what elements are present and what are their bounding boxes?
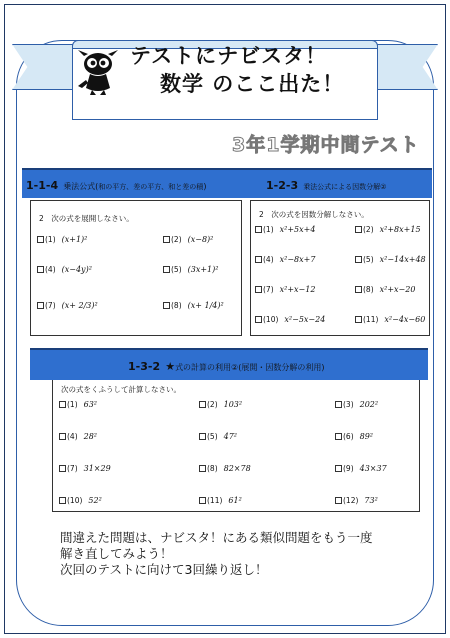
- problem-label: (10): [263, 315, 279, 324]
- section1-instruction: 2 次の式を展開しなさい。: [39, 214, 134, 223]
- checkbox[interactable]: [199, 497, 206, 504]
- problem-label: (5): [171, 265, 182, 274]
- checkbox[interactable]: [355, 286, 362, 293]
- problem-label: (8): [171, 301, 182, 310]
- section3-number: 1-3-2: [128, 360, 161, 373]
- problem-item: [335, 496, 378, 505]
- section3-instruction: 次の式をくふうして計算しなさい。: [61, 385, 181, 394]
- checkbox[interactable]: [255, 256, 262, 263]
- section1-number: 1-1-4: [26, 179, 59, 192]
- problem-label: (2): [171, 235, 182, 244]
- checkbox[interactable]: [335, 433, 342, 440]
- problem-expression: 63²: [83, 400, 98, 409]
- section2-box: [250, 200, 430, 336]
- problem-label: (2): [363, 225, 374, 234]
- problem-expression: 61²: [228, 496, 242, 505]
- footer-line1: 間違えた問題は、ナビスタ！にある類似問題をもう一度: [60, 530, 373, 545]
- problem-expression: (x+1)²: [61, 235, 88, 244]
- problem-item: [335, 464, 387, 473]
- section1-box: [30, 200, 242, 336]
- problem-label: (7): [67, 464, 78, 473]
- problem-item: [355, 285, 415, 294]
- problem-expression: (x+ 2/3)²: [61, 301, 98, 310]
- problem-expression: 202²: [359, 400, 379, 409]
- problem-expression: x²+x−20: [379, 285, 416, 294]
- problem-label: (1): [263, 225, 274, 234]
- problem-label: (3): [343, 400, 354, 409]
- checkbox[interactable]: [199, 465, 206, 472]
- problem-expression: (x−4y)²: [61, 265, 92, 274]
- checkbox[interactable]: [199, 401, 206, 408]
- checkbox[interactable]: [355, 226, 362, 233]
- problem-expression: 47²: [223, 432, 238, 441]
- problem-item: [199, 400, 242, 409]
- banner-title-line2: 数学 のここ出た！: [160, 72, 345, 96]
- checkbox[interactable]: [255, 286, 262, 293]
- problem-label: (12): [343, 496, 359, 505]
- checkbox[interactable]: [163, 236, 170, 243]
- section3-header: [30, 348, 428, 380]
- checkbox[interactable]: [59, 433, 66, 440]
- problem-expression: (x−8)²: [187, 235, 214, 244]
- footer-line2: 解き直してみよう！: [60, 546, 173, 561]
- problem-label: (7): [45, 301, 56, 310]
- problem-label: (11): [207, 496, 223, 505]
- problem-expression: 89²: [359, 432, 374, 441]
- section2-subtitle: 乗法公式による因数分解②: [303, 183, 387, 191]
- problem-expression: x²−5x−24: [284, 315, 326, 324]
- section3-box: [52, 380, 420, 512]
- problem-expression: 103²: [223, 400, 243, 409]
- problem-expression: x²+8x+15: [379, 225, 421, 234]
- problem-label: (1): [45, 235, 56, 244]
- problem-item: [199, 432, 237, 441]
- mascot-icon: [76, 48, 120, 96]
- problem-expression: x²−4x−60: [384, 315, 426, 324]
- section1-topic: 乗法公式(: [63, 182, 99, 191]
- problem-expression: 43×37: [359, 464, 387, 473]
- problem-item: [59, 400, 97, 409]
- section2-number: 1-2-3: [266, 179, 299, 192]
- problem-item: [199, 496, 242, 505]
- problem-label: (4): [263, 255, 274, 264]
- problem-expression: 28²: [83, 432, 98, 441]
- problem-item: [255, 225, 315, 234]
- checkbox[interactable]: [59, 401, 66, 408]
- checkbox[interactable]: [335, 465, 342, 472]
- problem-item: [335, 400, 378, 409]
- checkbox[interactable]: [355, 256, 362, 263]
- problem-label: (5): [363, 255, 374, 264]
- banner-title-line1: テストにナビスタ！: [130, 44, 328, 68]
- banner-tail-right: [368, 44, 438, 90]
- problem-label: (1): [67, 400, 78, 409]
- problem-item: [37, 265, 92, 274]
- problem-item: [37, 235, 87, 244]
- checkbox[interactable]: [59, 497, 66, 504]
- checkbox[interactable]: [37, 302, 44, 309]
- problem-label: (4): [67, 432, 78, 441]
- problem-item: [355, 315, 425, 324]
- checkbox[interactable]: [37, 266, 44, 273]
- section3-subtitle: 式の計算の利用②(展開・因数分解の利用): [175, 363, 325, 372]
- checkbox[interactable]: [199, 433, 206, 440]
- checkbox[interactable]: [255, 316, 262, 323]
- problem-item: [355, 225, 421, 234]
- footer-line3: 次回のテストに向けて3回繰り返し！: [60, 562, 268, 577]
- problem-label: (11): [363, 315, 379, 324]
- problem-label: (5): [207, 432, 218, 441]
- problem-expression: x²−8x+7: [279, 255, 316, 264]
- problem-label: (7): [263, 285, 274, 294]
- problem-label: (8): [363, 285, 374, 294]
- problem-expression: 82×78: [223, 464, 251, 473]
- star-icon: ★: [165, 360, 176, 373]
- problem-label: (2): [207, 400, 218, 409]
- checkbox[interactable]: [255, 226, 262, 233]
- problem-item: [163, 235, 213, 244]
- problem-expression: 31×29: [83, 464, 111, 473]
- checkbox[interactable]: [335, 401, 342, 408]
- problem-item: [163, 301, 224, 310]
- problem-item: [59, 432, 97, 441]
- footer-message: [60, 530, 373, 578]
- problem-item: [355, 255, 426, 264]
- checkbox[interactable]: [335, 497, 342, 504]
- problem-item: [255, 255, 315, 264]
- problem-expression: (x+ 1/4)²: [187, 301, 224, 310]
- problem-label: (4): [45, 265, 56, 274]
- problem-item: [59, 464, 111, 473]
- problem-item: [255, 315, 325, 324]
- checkbox[interactable]: [59, 465, 66, 472]
- section1-close: ): [203, 182, 207, 191]
- problem-item: [335, 432, 373, 441]
- checkbox[interactable]: [163, 266, 170, 273]
- checkbox[interactable]: [163, 302, 170, 309]
- problem-expression: x²+5x+4: [279, 225, 316, 234]
- problem-expression: 52²: [88, 496, 102, 505]
- section2-header: [246, 168, 432, 198]
- checkbox[interactable]: [355, 316, 362, 323]
- problem-expression: x²+x−12: [279, 285, 316, 294]
- problem-item: [163, 265, 218, 274]
- problem-expression: 73²: [364, 496, 378, 505]
- section1-subtitle: 和の平方、差の平方、和と差の積: [98, 183, 204, 191]
- problem-expression: (3x+1)²: [187, 265, 219, 274]
- problem-label: (6): [343, 432, 354, 441]
- exam-title: 3年1学期中間テスト: [232, 134, 420, 156]
- problem-label: (9): [343, 464, 354, 473]
- problem-item: [199, 464, 251, 473]
- problem-label: (10): [67, 496, 83, 505]
- section1-header: [22, 168, 246, 198]
- problem-item: [37, 301, 98, 310]
- section2-instruction: 2 次の式を因数分解しなさい。: [259, 210, 369, 219]
- checkbox[interactable]: [37, 236, 44, 243]
- problem-item: [59, 496, 102, 505]
- problem-label: (8): [207, 464, 218, 473]
- problem-item: [255, 285, 315, 294]
- problem-expression: x²−14x+48: [379, 255, 426, 264]
